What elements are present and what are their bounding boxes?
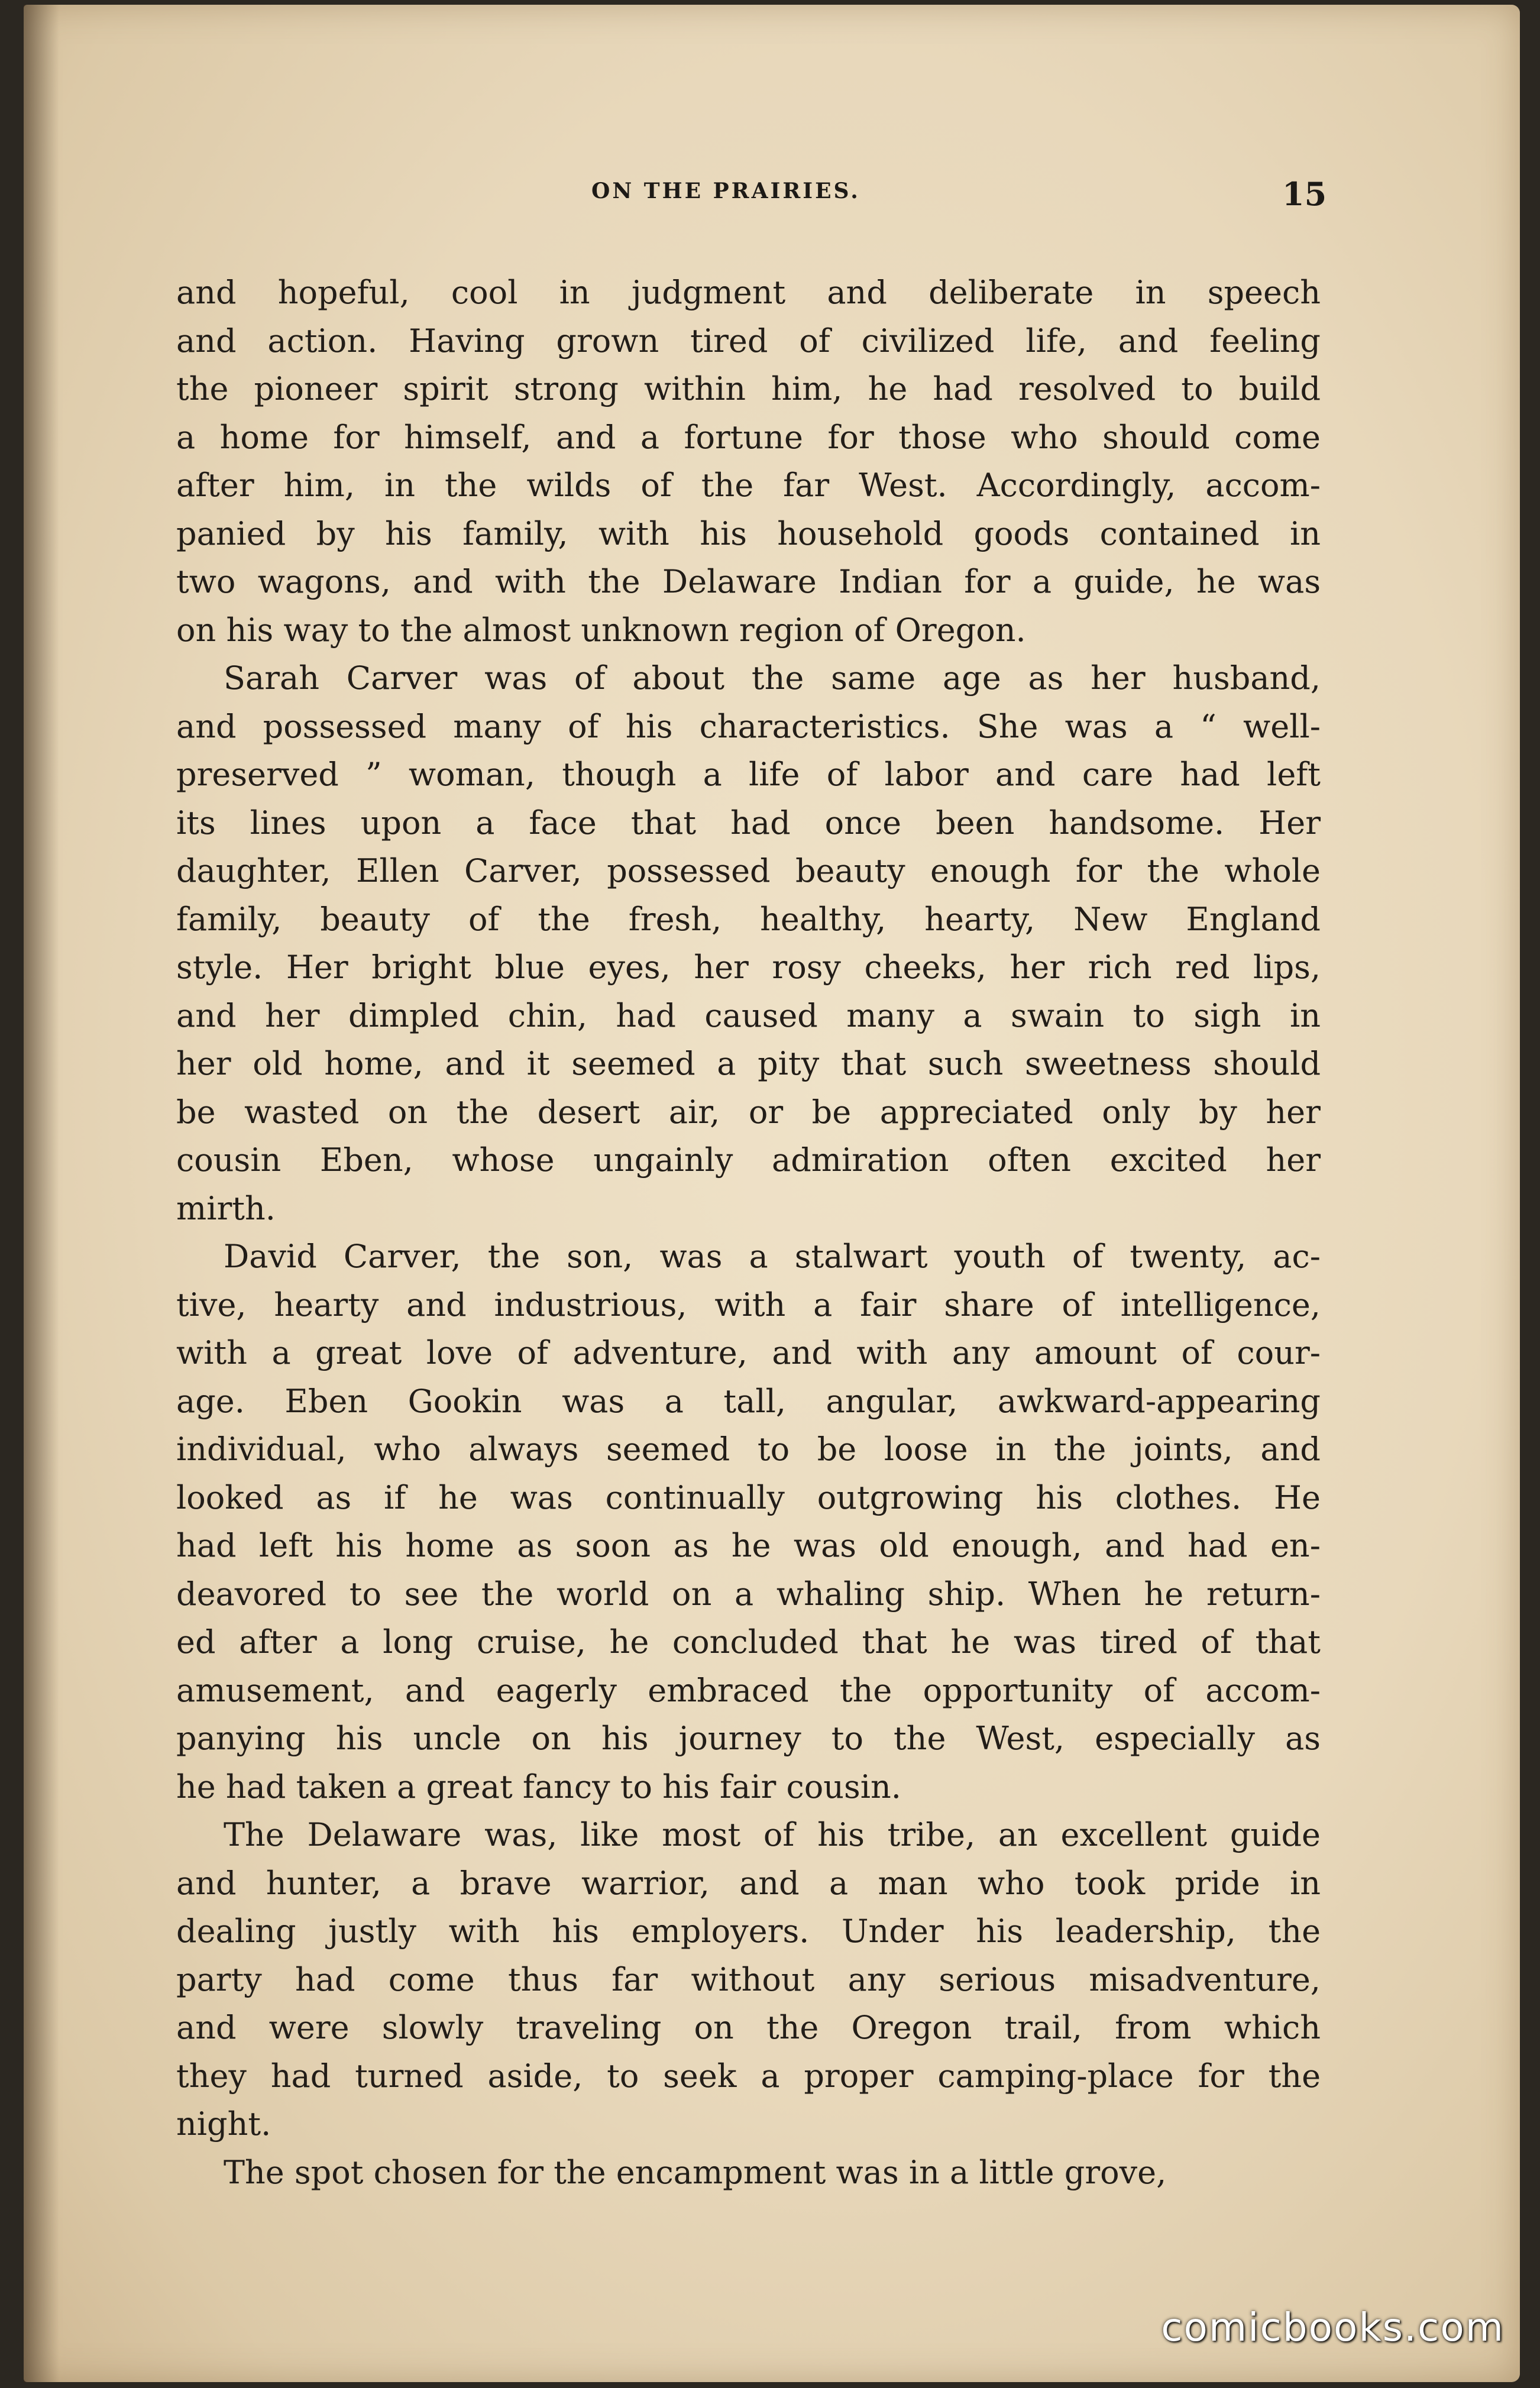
text-line: daughter, Ellen Carver, possessed beauty enough for the whole <box>176 852 1321 889</box>
text-line: its lines upon a face that had once been handsome. Her <box>176 804 1321 842</box>
text-line: he had taken a great fancy to his fair cousin. <box>176 1768 901 1805</box>
text-line: and hunter, a brave warrior, and a man who took pride in <box>176 1864 1321 1902</box>
text-line: night. <box>176 2105 271 2143</box>
page-gutter-shadow <box>24 5 59 2382</box>
text-line: and action. Having grown tired of civilized life, and feeling <box>176 322 1321 360</box>
text-line: a home for himself, and a fortune for those who should come <box>176 418 1321 456</box>
text-line: and were slowly traveling on the Oregon trail, from which <box>176 2009 1321 2046</box>
text-line: deavored to see the world on a whaling ship. When he return- <box>176 1575 1321 1613</box>
text-line: David Carver, the son, was a stalwart youth of twenty, ac- <box>224 1238 1321 1275</box>
text-line: style. Her bright blue eyes, her rosy cheeks, her rich red lips, <box>176 949 1321 986</box>
running-title: ON THE PRAIRIES. <box>591 179 860 203</box>
text-line: and hopeful, cool in judgment and deliberate in speech <box>176 274 1321 311</box>
text-line: with a great love of adventure, and with any amount of cour- <box>176 1334 1321 1371</box>
text-line: two wagons, and with the Delaware Indian for a guide, he was <box>176 563 1321 600</box>
text-line: be wasted on the desert air, or be appreciated only by her <box>176 1093 1321 1131</box>
text-line: they had turned aside, to seek a proper camping-place for the <box>176 2057 1321 2095</box>
text-line: Sarah Carver was of about the same age as her husband, <box>224 659 1321 697</box>
text-line: and her dimpled chin, had caused many a swain to sigh in <box>176 996 1321 1034</box>
text-line: amusement, and eagerly embraced the opportunity of accom- <box>176 1671 1321 1709</box>
text-line: cousin Eben, whose ungainly admiration often excited her <box>176 1141 1321 1179</box>
body-text <box>176 268 1321 2196</box>
text-line: looked as if he was continually outgrowing his clothes. He <box>176 1478 1321 1516</box>
text-line: her old home, and it seemed a pity that such sweetness should <box>176 1045 1321 1082</box>
text-line: tive, hearty and industrious, with a fair share of intelligence, <box>176 1286 1321 1324</box>
running-head <box>0 175 1540 216</box>
text-line: mirth. <box>176 1189 276 1227</box>
text-line: on his way to the almost unknown region of Oregon. <box>176 611 1026 649</box>
text-line: and possessed many of his characteristics. She was a “ well- <box>176 707 1321 745</box>
text-line: The Delaware was, like most of his tribe, an excellent guide <box>224 1816 1321 1853</box>
text-line: party had come thus far without any serious misadventure, <box>176 1960 1321 1998</box>
text-line: preserved ” woman, though a life of labor and care had left <box>176 756 1321 793</box>
text-line: ed after a long cruise, he concluded that he was tired of that <box>176 1623 1321 1661</box>
text-line: panied by his family, with his household goods contained in <box>176 515 1321 552</box>
text-line: age. Eben Gookin was a tall, angular, awkward-appearing <box>176 1382 1321 1420</box>
page-number: 15 <box>1282 175 1327 213</box>
text-line: family, beauty of the fresh, healthy, hearty, New England <box>176 900 1321 938</box>
text-line: panying his uncle on his journey to the West, especially as <box>176 1720 1321 1757</box>
text-line: individual, who always seemed to be loose in the joints, and <box>176 1431 1321 1468</box>
text-line: The spot chosen for the encampment was in a little grove, <box>224 2153 1167 2191</box>
text-line: after him, in the wilds of the far West. Accordingly, accom- <box>176 467 1321 504</box>
text-line: the pioneer spirit strong within him, he had resolved to build <box>176 370 1321 407</box>
text-line: had left his home as soon as he was old enough, and had en- <box>176 1527 1321 1564</box>
watermark: comicbooks.com <box>1161 2305 1505 2350</box>
text-line: dealing justly with his employers. Under his leadership, the <box>176 1913 1321 1950</box>
